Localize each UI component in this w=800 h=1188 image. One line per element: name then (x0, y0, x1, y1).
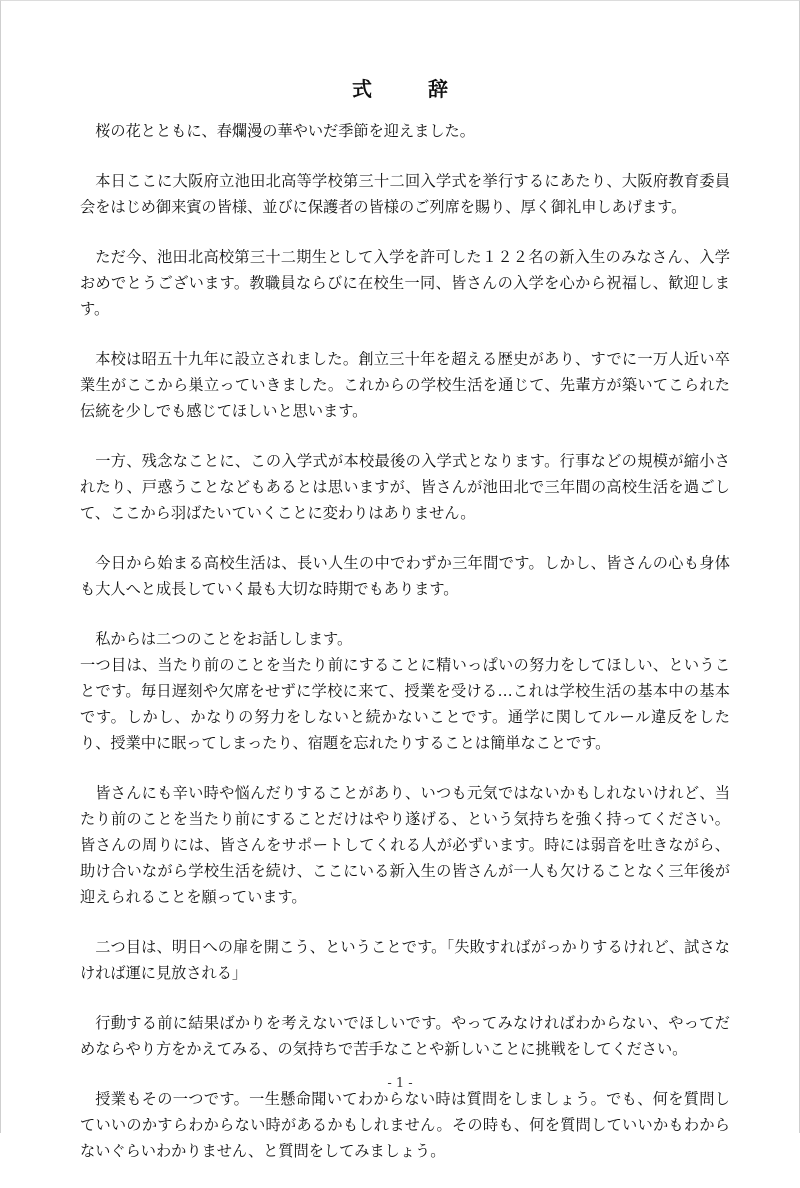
paragraph-ceremony: 本日ここに大阪府立池田北高等学校第三十二回入学式を挙行するにあたり、大阪府教育委員会をはじめ御来賓の皆様、並びに保護者の皆様のご列席を賜り、厚く御礼申しあげます。 (80, 172, 730, 216)
paragraph-last-ceremony: 一方、残念なことに、この入学式が本校最後の入学式となります。行事などの規模が縮小されたり、戸惑うことなどもあるとは思いますが、皆さんが池田北で三年間の高校生活を過ごして、ここから羽ばたいていくことに変わりはありません。 (80, 452, 730, 522)
paragraph-three-years: 今日から始まる高校生活は、長い人生の中でわずか三年間です。しかし、皆さんの心も身体も大人へと成長していく最も大切な時期でもあります。 (80, 554, 730, 598)
document-title: 式 辞 (352, 77, 466, 101)
paragraph-opening: 桜の花とともに、春爛漫の華やいだ季節を迎えました。 (95, 122, 475, 140)
paragraph-two-things: 私からは二つのことをお話しします。 (95, 630, 353, 648)
page-number: - 1 - (387, 1076, 413, 1091)
paragraph-first-point: 一つ目は、当たり前のことを当たり前にすることに精いっぱいの努力をしてほしい、ということです。毎日遅刻や欠席をせずに学校に来て、授業を受ける…これは学校生活の基本中の基本です。しかし、かなりの努力をしないと続かないことです。通学に関してルール違反をしたり、授業中に眠ってしまったり、宿題を忘れたりすることは簡単なことです。 (80, 656, 730, 752)
paragraph-questions: 授業もその一つです。一生懸命聞いてわからない時は質問をしましょう。でも、何を質問していいのかすらわからない時があるかもしれません。その時も、何を質問していいかもわからないぐらいわかりません、と質問をしてみましょう。 (80, 1090, 730, 1160)
paragraph-welcome: ただ今、池田北高校第三十二期生として入学を許可した１２２名の新入生のみなさん、入学おめでとうございます。教職員ならびに在校生一同、皆さんの入学を心から祝福し、歓迎します。 (80, 248, 730, 318)
paragraph-history: 本校は昭五十九年に設立されました。創立三十年を超える歴史があり、すでに一万人近い卒業生がここから巣立っていきました。これからの学校生活を通じて、先輩方が築いてこられた伝統を少しでも感じてほしいと思います。 (80, 350, 730, 420)
paragraph-second-point: 二つ目は、明日への扉を開こう、ということです。「失敗すればがっかりするけれど、試さなければ運に見放される」 (80, 938, 730, 982)
paragraph-challenge: 行動する前に結果ばかりを考えないでほしいです。やってみなければわからない、やってだめならやり方をかえてみる、の気持ちで苦手なことや新しいことに挑戦をしてください。 (80, 1014, 730, 1058)
paragraph-support: 皆さんにも辛い時や悩んだりすることがあり、いつも元気ではないかもしれないけれど、当たり前のことを当たり前にすることだけはやり遂げる、という気持ちを強く持ってください。皆さんの周りには、皆さんをサポートしてくれる人が必ずいます。時には弱音を吐きながら、助け合いながら学校生活を続け、ここにいる新入生の皆さんが一人も欠けることなく三年後が迎えられることを願っています。 (80, 784, 730, 906)
document-body (80, 118, 730, 1188)
